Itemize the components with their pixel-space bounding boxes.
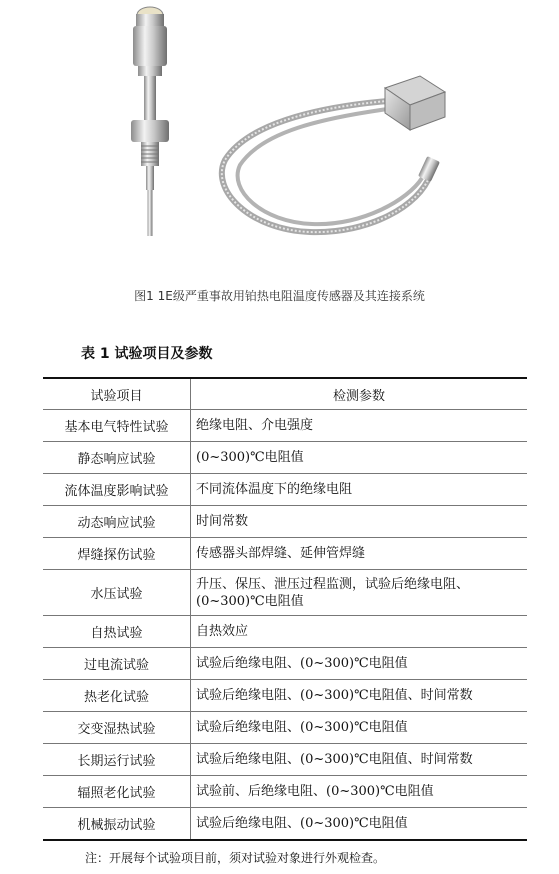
table-row [43, 744, 527, 776]
parameter-cell: 不同流体温度下的绝缘电阻 [191, 474, 528, 506]
header-test-item: 试验项目 [43, 378, 191, 410]
table-title: 表 1 试验项目及参数 [81, 346, 213, 362]
test-item-cell: 动态响应试验 [43, 506, 191, 538]
parameter-cell: 试验前、后绝缘电阻、(0~300)℃电阻值 [191, 776, 528, 808]
test-item-cell: 交变湿热试验 [43, 712, 191, 744]
parameter-cell: 自热效应 [191, 616, 528, 648]
parameter-cell: 升压、保压、泄压过程监测，试验后绝缘电阻、(0~300)℃电阻值 [191, 570, 528, 616]
test-item-cell: 焊缝探伤试验 [43, 538, 191, 570]
table-row [43, 808, 527, 841]
test-item-cell: 辐照老化试验 [43, 776, 191, 808]
table-note: 注：开展每个试验项目前，须对试验对象进行外观检查。 [85, 851, 386, 865]
test-parameters-table [43, 377, 527, 841]
test-item-cell: 自热试验 [43, 616, 191, 648]
test-item-cell: 水压试验 [43, 570, 191, 616]
parameter-cell: 试验后绝缘电阻、(0~300)℃电阻值、时间常数 [191, 744, 528, 776]
sensor-product-photo [0, 0, 559, 280]
parameter-cell: 传感器头部焊缝、延伸管焊缝 [191, 538, 528, 570]
test-item-cell: 长期运行试验 [43, 744, 191, 776]
table-row [43, 538, 527, 570]
table-row [43, 506, 527, 538]
test-item-cell: 热老化试验 [43, 680, 191, 712]
table-header-row [43, 378, 527, 410]
table-row [43, 410, 527, 442]
parameter-cell: 试验后绝缘电阻、(0~300)℃电阻值 [191, 808, 528, 841]
test-item-cell: 静态响应试验 [43, 442, 191, 474]
table-row [43, 776, 527, 808]
test-item-cell: 过电流试验 [43, 648, 191, 680]
parameter-cell: (0~300)℃电阻值 [191, 442, 528, 474]
test-item-cell: 流体温度影响试验 [43, 474, 191, 506]
figure-caption: 图1 1E级严重事故用铂热电阻温度传感器及其连接系统 [134, 289, 425, 303]
sensor-probe-image [131, 7, 169, 236]
table-row [43, 680, 527, 712]
table-row [43, 712, 527, 744]
header-parameters: 检测参数 [191, 378, 528, 410]
table-row [43, 648, 527, 680]
test-item-cell: 基本电气特性试验 [43, 410, 191, 442]
table-row [43, 616, 527, 648]
parameter-cell: 试验后绝缘电阻、(0~300)℃电阻值 [191, 712, 528, 744]
table-row [43, 474, 527, 506]
table-row [43, 442, 527, 474]
table-row [43, 570, 527, 616]
parameter-cell: 试验后绝缘电阻、(0~300)℃电阻值、时间常数 [191, 680, 528, 712]
parameter-cell: 绝缘电阻、介电强度 [191, 410, 528, 442]
cable-connection-system-image [222, 76, 445, 232]
parameter-cell: 试验后绝缘电阻、(0~300)℃电阻值 [191, 648, 528, 680]
test-item-cell: 机械振动试验 [43, 808, 191, 841]
parameter-cell: 时间常数 [191, 506, 528, 538]
